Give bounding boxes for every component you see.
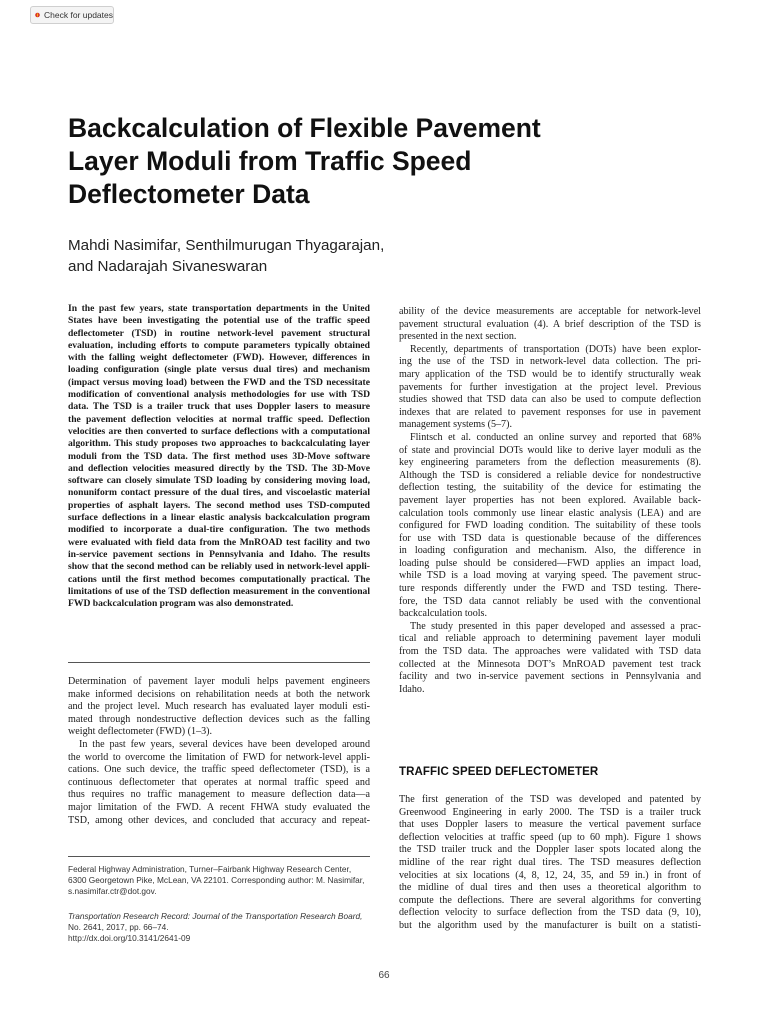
abstract-line: moduli from the TSD data. The first method uses 3D-Move software	[68, 450, 370, 462]
title-line: Layer Moduli from Traffic Speed	[68, 146, 472, 176]
intro-line: the world to overcome the limitation of FWD for network-level appli-	[68, 751, 370, 763]
body-line: for use with TSD data is questionable because of the differences	[399, 532, 701, 544]
abstract-line: were evaluated with field data from the MnROAD test facility and two	[68, 536, 370, 548]
abstract-line: In the past few years, state transportation departments in the United	[68, 303, 370, 314]
abstract-line: in-service pavement sections in Pennsylvania and Idaho. The results	[68, 548, 370, 560]
abstract	[68, 303, 370, 610]
section-line: the TSD trailer truck and the Doppler laser spots located along the	[399, 844, 701, 856]
introduction-text	[68, 676, 370, 827]
author-affiliation-footnote	[68, 864, 370, 897]
body-line: indexes that are related to pavement responses for use in pavement	[399, 406, 701, 418]
body-line: from the TSD data. The approaches were validated with TSD data	[399, 646, 701, 658]
body-line: management systems (5–7).	[399, 419, 512, 431]
intro-line: mated through nondestructive deflection devices such as the falling	[68, 713, 370, 725]
body-line: calculation tools commonly use linear elastic analysis (LEA) and are	[399, 507, 701, 519]
body-line: ability of the device measurements are acceptable for network-level	[399, 306, 701, 317]
body-line: key engineering parameters from the deflection measurements (8).	[399, 457, 701, 469]
abstract-line: loading configuration (single plate versus dual tires) and mechanism	[68, 364, 370, 376]
abstract-line: FWD backcalculation program was also demonstrated.	[68, 598, 294, 610]
intro-line: thus requires no traffic management to measure deflection data—a	[68, 789, 370, 801]
section-line: velocities at six locations (4, 8, 12, 24, 35, and 59 in.) in front of	[399, 869, 701, 881]
body-line: studies showed that TSD data can also be used to compute deflection	[399, 394, 701, 406]
abstract-line: with the falling weight deflectometer (FWD). However, differences in	[68, 352, 370, 364]
footnote-divider	[68, 856, 370, 857]
body-line: ture responds differently under the FWD and TSD testing. There-	[399, 583, 701, 595]
section-line: The first generation of the TSD was developed and patented by	[399, 794, 701, 805]
body-line: loading pulse should be considered—FWD applies an impact load,	[399, 557, 701, 569]
page-number: 66	[378, 970, 390, 981]
body-line: deflection testing, the suitability of the device for estimating the	[399, 482, 701, 494]
abstract-line: properties of asphalt layers. The second method uses TSD-computed	[68, 499, 370, 511]
body-line: The study presented in this paper developed and assessed a prac-	[410, 620, 701, 632]
doi-link[interactable]: http://dx.doi.org/10.3141/2641-09	[68, 933, 191, 943]
body-line: in loading configuration and mechanism. Also, the difference in	[399, 545, 701, 557]
abstract-line: show that the second method can be reliably used in network-level appli-	[68, 561, 370, 573]
abstract-line: deflectometer (TSD) in routine network-level pavement structural	[68, 327, 370, 339]
body-line: configured for FWD loading condition. The suitability of these tools	[399, 520, 701, 532]
section-line: Greenwood Engineering in early 2000. The TSD is a trailer truck	[399, 806, 701, 818]
abstract-line: nonuniform contact pressure of the dual tires, and viscoelastic material	[68, 487, 370, 499]
abstract-line: surface deflections in a linear elastic analysis backcalculation program	[68, 512, 370, 524]
citation-footnote	[68, 911, 370, 944]
body-line: collected at the Minnesota DOT’s MnROAD pavement test track	[399, 658, 701, 670]
intro-line: TSD, among other devices, and concluded that accuracy and repeat-	[68, 814, 370, 826]
title-line: Deflectometer Data	[68, 179, 310, 209]
section-line: but the algorithm used by the manufacturer is built on a statisti-	[399, 919, 701, 931]
paper-title	[68, 112, 648, 211]
abstract-line: cations until the first method becomes computationally practical. The	[68, 573, 370, 585]
check-for-updates-label: Check for updates	[44, 10, 113, 20]
check-for-updates-badge[interactable]	[30, 6, 114, 24]
title-line: Backcalculation of Flexible Pavement	[68, 113, 541, 143]
section-line: midline of the rear right dual tires. The TSD measures deflection	[399, 856, 701, 868]
body-line: fore, the TSD data cannot reliably be used with the conventional	[399, 595, 701, 607]
intro-line: Determination of pavement layer moduli helps pavement engineers	[68, 676, 370, 687]
abstract-line: modified to incorporate a dual-tire configuration. The two methods	[68, 524, 370, 536]
issue-line: No. 2641, 2017, pp. 66–74.	[68, 922, 169, 932]
section-heading: TRAFFIC SPEED DEFLECTOMETER	[399, 766, 599, 778]
body-line: of state and provincial DOTs would like to derive layer moduli as the	[399, 444, 701, 456]
section-line: that uses Doppler lasers to measure the vertical pavement surface	[399, 819, 701, 831]
affiliation-line: Federal Highway Administration, Turner–Fairbank Highway Research Center,	[68, 864, 352, 874]
body-line: Although the TSD is considered a reliable device for nondestructive	[399, 469, 701, 481]
author-list	[68, 235, 588, 277]
abstract-line: software can closely simulate TSD loading by considering moving load,	[68, 475, 370, 487]
body-line: ing the use of the TSD in network-level data collection. The pri-	[399, 356, 701, 368]
affiliation-line: s.nasimifar.ctr@dot.gov.	[68, 886, 157, 896]
abstract-line: limitations of use of the TSD deflection measurement in the conventional	[68, 585, 370, 597]
body-line: pavement structural evaluation (4). A brief description of the TSD is	[399, 318, 701, 330]
abstract-line: data. The TSD is a trailer truck that uses Doppler lasers to measure	[68, 401, 370, 413]
right-column-text	[399, 306, 701, 696]
body-line: Recently, departments of transportation (DOTs) have been explor-	[410, 343, 701, 355]
intro-line: In the past few years, several devices have been developed around	[79, 738, 370, 750]
affiliation-line: 6300 Georgetown Pike, McLean, VA 22101. Corresponding author: M. Nasimifar,	[68, 875, 365, 885]
intro-line: weight deflectometer (FWD) (1–3).	[68, 726, 213, 738]
check-updates-icon	[35, 10, 40, 20]
body-line: pavement layer properties has not been explored. Available back-	[399, 494, 701, 506]
abstract-divider	[68, 662, 370, 663]
intro-line: cations. One such device, the traffic speed deflectometer (TSD), is a	[68, 764, 370, 776]
section-line: deflection velocities at traffic speed (up to 60 mph). Figure 1 shows	[399, 831, 701, 843]
body-line: backcalculation tools.	[399, 608, 488, 620]
author-line: and Nadarajah Sivaneswaran	[68, 258, 268, 275]
section-line: the midline of dual tires and then uses a theoretical algorithm to	[399, 882, 701, 894]
intro-line: and the project level. Much research has evaluated layer moduli esti-	[68, 701, 370, 713]
abstract-line: evaluation, including efforts to compute parameters typically obtained	[68, 339, 370, 351]
abstract-line: the pavement deflection velocities at normal traffic speed. Deflection	[68, 413, 370, 425]
abstract-line: modification of conventional analysis methodologies for use with TSD	[68, 389, 370, 401]
body-line: pavements for further investigation at the project level. Previous	[399, 381, 701, 393]
body-line: tical and reliable approach to determining pavement layer moduli	[399, 633, 701, 645]
abstract-line: and deflection velocities measured directly by the TSD. The 3D-Move	[68, 462, 370, 474]
body-line: mary application of the TSD would be to identify structurally weak	[399, 368, 701, 380]
section-line: compute the deflections. There are several algorithms for converting	[399, 894, 701, 906]
abstract-line: algorithm. This study proposes two approaches to backcalculating layer	[68, 438, 370, 450]
body-line: presented in the next section.	[399, 331, 517, 343]
abstract-line: States have been investigating the potential use of the traffic speed	[68, 315, 370, 327]
body-line: while TSD is a load moving at varying speed. The pavement struc-	[399, 570, 701, 582]
section-text	[399, 794, 701, 933]
journal-line: Transportation Research Record: Journal of the Transportation Research Board,	[68, 911, 363, 921]
abstract-line: (impact versus moving load) between the FWD and the TSD necessitate	[68, 376, 370, 388]
intro-line: continuous deflectometer that operates at normal traffic speed and	[68, 776, 370, 788]
body-line: facility and two in-service pavement sections in Pennsylvania and	[399, 671, 701, 683]
section-line: deflection velocity to surface deflection from the TSD data (9, 10),	[399, 907, 701, 919]
intro-line: make informed decisions on rehabilitation needs at both the network	[68, 688, 370, 700]
author-line: Mahdi Nasimifar, Senthilmurugan Thyagarajan,	[68, 237, 385, 254]
intro-line: major limitation of the FWD. A recent FHWA study evaluated the	[68, 801, 370, 813]
abstract-line: velocities are then converted to surface deflections with a computational	[68, 425, 370, 437]
body-line: Idaho.	[399, 683, 425, 695]
body-line: Flintsch et al. conducted an online survey and reported that 68%	[410, 431, 701, 443]
